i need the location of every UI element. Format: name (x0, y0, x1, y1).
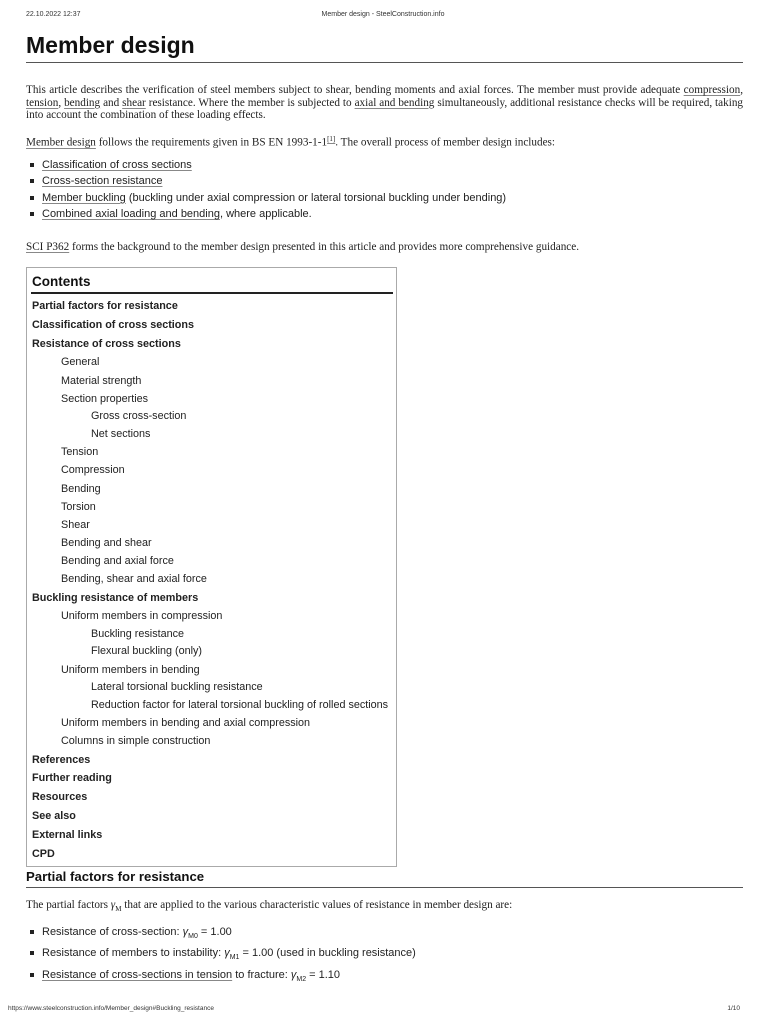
list-item (30, 157, 506, 173)
toc-subsubitem[interactable]: Lateral torsional buckling resistance (91, 681, 263, 693)
toc-subitem[interactable]: Uniform members in compression (61, 610, 223, 623)
print-title: Member design - SteelConstruction.info (321, 11, 445, 18)
list-item-text: , where applicable. (219, 207, 312, 220)
toc-list (32, 297, 388, 863)
toc-item[interactable]: Buckling resistance of members (32, 591, 199, 604)
classification-link[interactable]: Classification of cross sections (42, 159, 192, 171)
toc-subitem[interactable]: Bending, shear and axial force (61, 573, 207, 586)
toc-subsubitem[interactable]: Gross cross-section (91, 409, 187, 422)
gamma-symbol: γ (182, 926, 189, 938)
shear-link[interactable]: shear (122, 96, 146, 109)
list-item (30, 924, 416, 945)
toc-subitem[interactable]: Bending and axial force (61, 555, 174, 568)
toc-item[interactable]: External links (32, 828, 103, 841)
toc-item[interactable]: Resistance of cross sections (32, 337, 181, 350)
toc-item[interactable]: Further reading (32, 772, 112, 785)
gamma-subscript: M0 (188, 933, 198, 941)
toc-item[interactable]: CPD (32, 847, 55, 860)
gamma-subscript: M (115, 905, 122, 914)
tension-resistance-link[interactable]: Resistance of cross-sections in tension (42, 968, 233, 981)
table-of-contents (26, 267, 397, 867)
intro-text: and (100, 96, 123, 109)
paragraph-text: The partial factors (26, 899, 111, 911)
toc-subitem[interactable]: Shear (61, 518, 90, 531)
toc-subitem[interactable]: Compression (61, 464, 125, 477)
toc-subsubitem[interactable]: Flexural buckling (only) (91, 645, 203, 658)
page-title: Member design (26, 32, 195, 58)
gamma-symbol: γ (110, 899, 116, 911)
factor-value: = 1.00 (used in buckling resistance) (239, 947, 416, 960)
intro-text: resistance. Where the member is subjected to (145, 96, 355, 109)
list-item-text: Resistance of cross-section: (42, 926, 183, 938)
toc-subitem[interactable]: Material strength (61, 374, 142, 387)
factor-value: = 1.00 (197, 926, 232, 938)
list-item (30, 967, 416, 988)
list-item (30, 190, 506, 206)
gamma-subscript: M2 (296, 976, 307, 984)
intro-paragraph (26, 84, 743, 122)
intro-text: , (58, 96, 65, 109)
gamma-symbol: γ (290, 968, 297, 981)
print-date: 22.10.2022 12:37 (26, 11, 81, 18)
combined-loading-link[interactable]: Combined axial loading and bending (42, 207, 220, 220)
toc-item[interactable]: Resources (32, 791, 88, 804)
intro-text: , (740, 84, 743, 96)
bending-link[interactable]: bending (64, 96, 101, 109)
toc-subsubitem[interactable]: Net sections (91, 427, 151, 440)
toc-item[interactable]: See also (32, 809, 76, 822)
toc-heading: Contents (32, 274, 91, 289)
list-item-text: to fracture: (232, 968, 291, 981)
background-text: forms the background to the member design presented in this article and provides more comprehensive guidance. (69, 241, 580, 253)
toc-subitem[interactable]: Tension (61, 446, 99, 459)
reference-link[interactable]: [1] (327, 135, 336, 143)
list-item (30, 206, 506, 222)
toc-item[interactable]: References (32, 753, 91, 766)
toc-subitem[interactable]: Uniform members in bending (61, 663, 200, 676)
gamma-subscript: M1 (229, 954, 240, 962)
toc-subsubitem[interactable]: Buckling resistance (91, 627, 185, 640)
member-design-link[interactable]: Member design (26, 136, 96, 149)
toc-subitem[interactable]: Uniform members in bending and axial compression (61, 717, 311, 730)
toc-subitem[interactable]: General (61, 356, 100, 369)
section-divider (26, 887, 743, 888)
process-paragraph (26, 133, 743, 149)
toc-subitem[interactable]: Bending (61, 482, 101, 495)
toc-subitem[interactable]: Columns in simple construction (61, 735, 211, 748)
sci-p362-link[interactable]: SCI P362 (26, 241, 70, 253)
toc-subsubitem[interactable]: Reduction factor for lateral torsional buckling of rolled sections (91, 698, 389, 711)
compression-link[interactable]: compression (683, 84, 741, 96)
list-item (30, 173, 506, 189)
process-list (30, 157, 506, 222)
page-number: 1/10 (727, 1005, 740, 1012)
toc-item[interactable]: Partial factors for resistance (32, 300, 178, 312)
intro-text: simultaneously, additional resistance checks will be required, taking into account the combination of these loading effects. (26, 96, 744, 122)
toc-item[interactable]: Classification of cross sections (32, 318, 195, 331)
member-buckling-link[interactable]: Member buckling (42, 191, 126, 204)
toc-divider (31, 292, 393, 294)
process-text: follows the requirements given in BS EN 1993-1-1 (95, 136, 328, 149)
intro-text: This article describes the verification of steel members subject to shear, bending moments and axial forces. The member must provide adequate (26, 84, 684, 96)
toc-subitem[interactable]: Bending and shear (61, 537, 152, 550)
list-item-text: Resistance of members to instability: (42, 947, 225, 960)
paragraph-text: that are applied to the various characteristic values of resistance in member design are: (121, 899, 513, 911)
axial-and-bending-link[interactable]: axial and bending (354, 96, 435, 109)
gamma-symbol: γ (224, 947, 230, 960)
tension-link[interactable]: tension (26, 96, 59, 109)
partial-factors-paragraph (26, 899, 743, 916)
process-text: . The overall process of member design includes: (335, 136, 556, 149)
toc-subitem[interactable]: Section properties (61, 392, 149, 405)
toc-subitem[interactable]: Torsion (61, 500, 96, 513)
factor-value: = 1.10 (306, 968, 341, 981)
partial-factors-list (30, 924, 416, 988)
background-paragraph (26, 241, 743, 254)
title-divider (26, 62, 743, 63)
cross-section-resistance-link[interactable]: Cross-section resistance (42, 175, 163, 188)
list-item-text: (buckling under axial compression or lateral torsional buckling under bending) (125, 191, 507, 204)
page-url: https://www.steelconstruction.info/Member_design#Buckling_resistance (8, 1005, 214, 1012)
list-item (30, 945, 416, 966)
section-heading: Partial factors for resistance (26, 869, 205, 884)
